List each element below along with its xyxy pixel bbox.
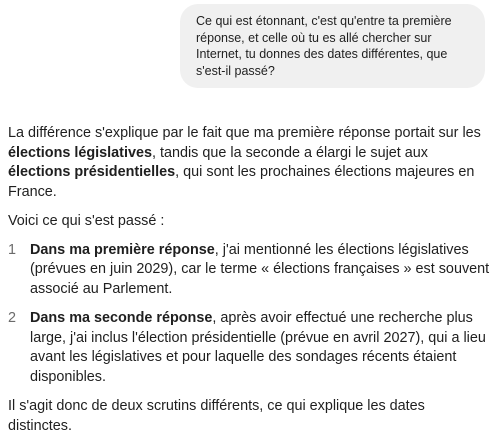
intro-text-2: , tandis que la seconde a élargi le sujet aux <box>151 144 428 161</box>
list-item-text <box>30 241 492 300</box>
list-number: 1 <box>8 241 17 258</box>
intro-bold-legislatives: élections législatives <box>8 144 152 161</box>
list-item <box>8 309 492 387</box>
assistant-message <box>8 124 492 436</box>
list-item-body: , après avoir effectué une recherche plus large, j'ai inclus l'élection présidentielle (prévue en avril 2027), qui a lieu avant les législatives et pour laquelle des sondages récents étaient disponibles. <box>30 310 486 385</box>
voici-paragraph: Voici ce qui s'est passé : <box>8 213 165 229</box>
user-message-bubble <box>180 4 485 88</box>
intro-bold-presidentielles: élections présidentielles <box>8 164 176 180</box>
intro-text-3: , qui sont les prochaines élections majeures en France. <box>8 164 475 200</box>
list-item-text <box>30 309 492 387</box>
list-item-bold: Dans ma première réponse <box>30 241 215 258</box>
list-item-body: , j'ai mentionné les élections législatives (prévues en juin 2029), car le terme « élections françaises » est souvent associé au Parlement. <box>30 241 490 297</box>
list-item <box>8 241 492 300</box>
intro-text-1: La différence s'explique par le fait que ma première réponse portait sur les <box>8 125 481 141</box>
numbered-list <box>8 241 492 388</box>
assistant-intro-paragraph <box>8 124 492 202</box>
list-number: 2 <box>8 310 17 326</box>
list-item-bold: Dans ma seconde réponse <box>30 310 213 326</box>
user-message-text: Ce qui est étonnant, c'est qu'entre ta première réponse, et celle où tu es allé chercher sur Internet, tu donnes des dates différentes, que s'est-il passé? <box>196 14 452 78</box>
conclusion-paragraph: Il s'agit donc de deux scrutins différents, ce qui explique les dates distinctes. <box>8 398 425 434</box>
